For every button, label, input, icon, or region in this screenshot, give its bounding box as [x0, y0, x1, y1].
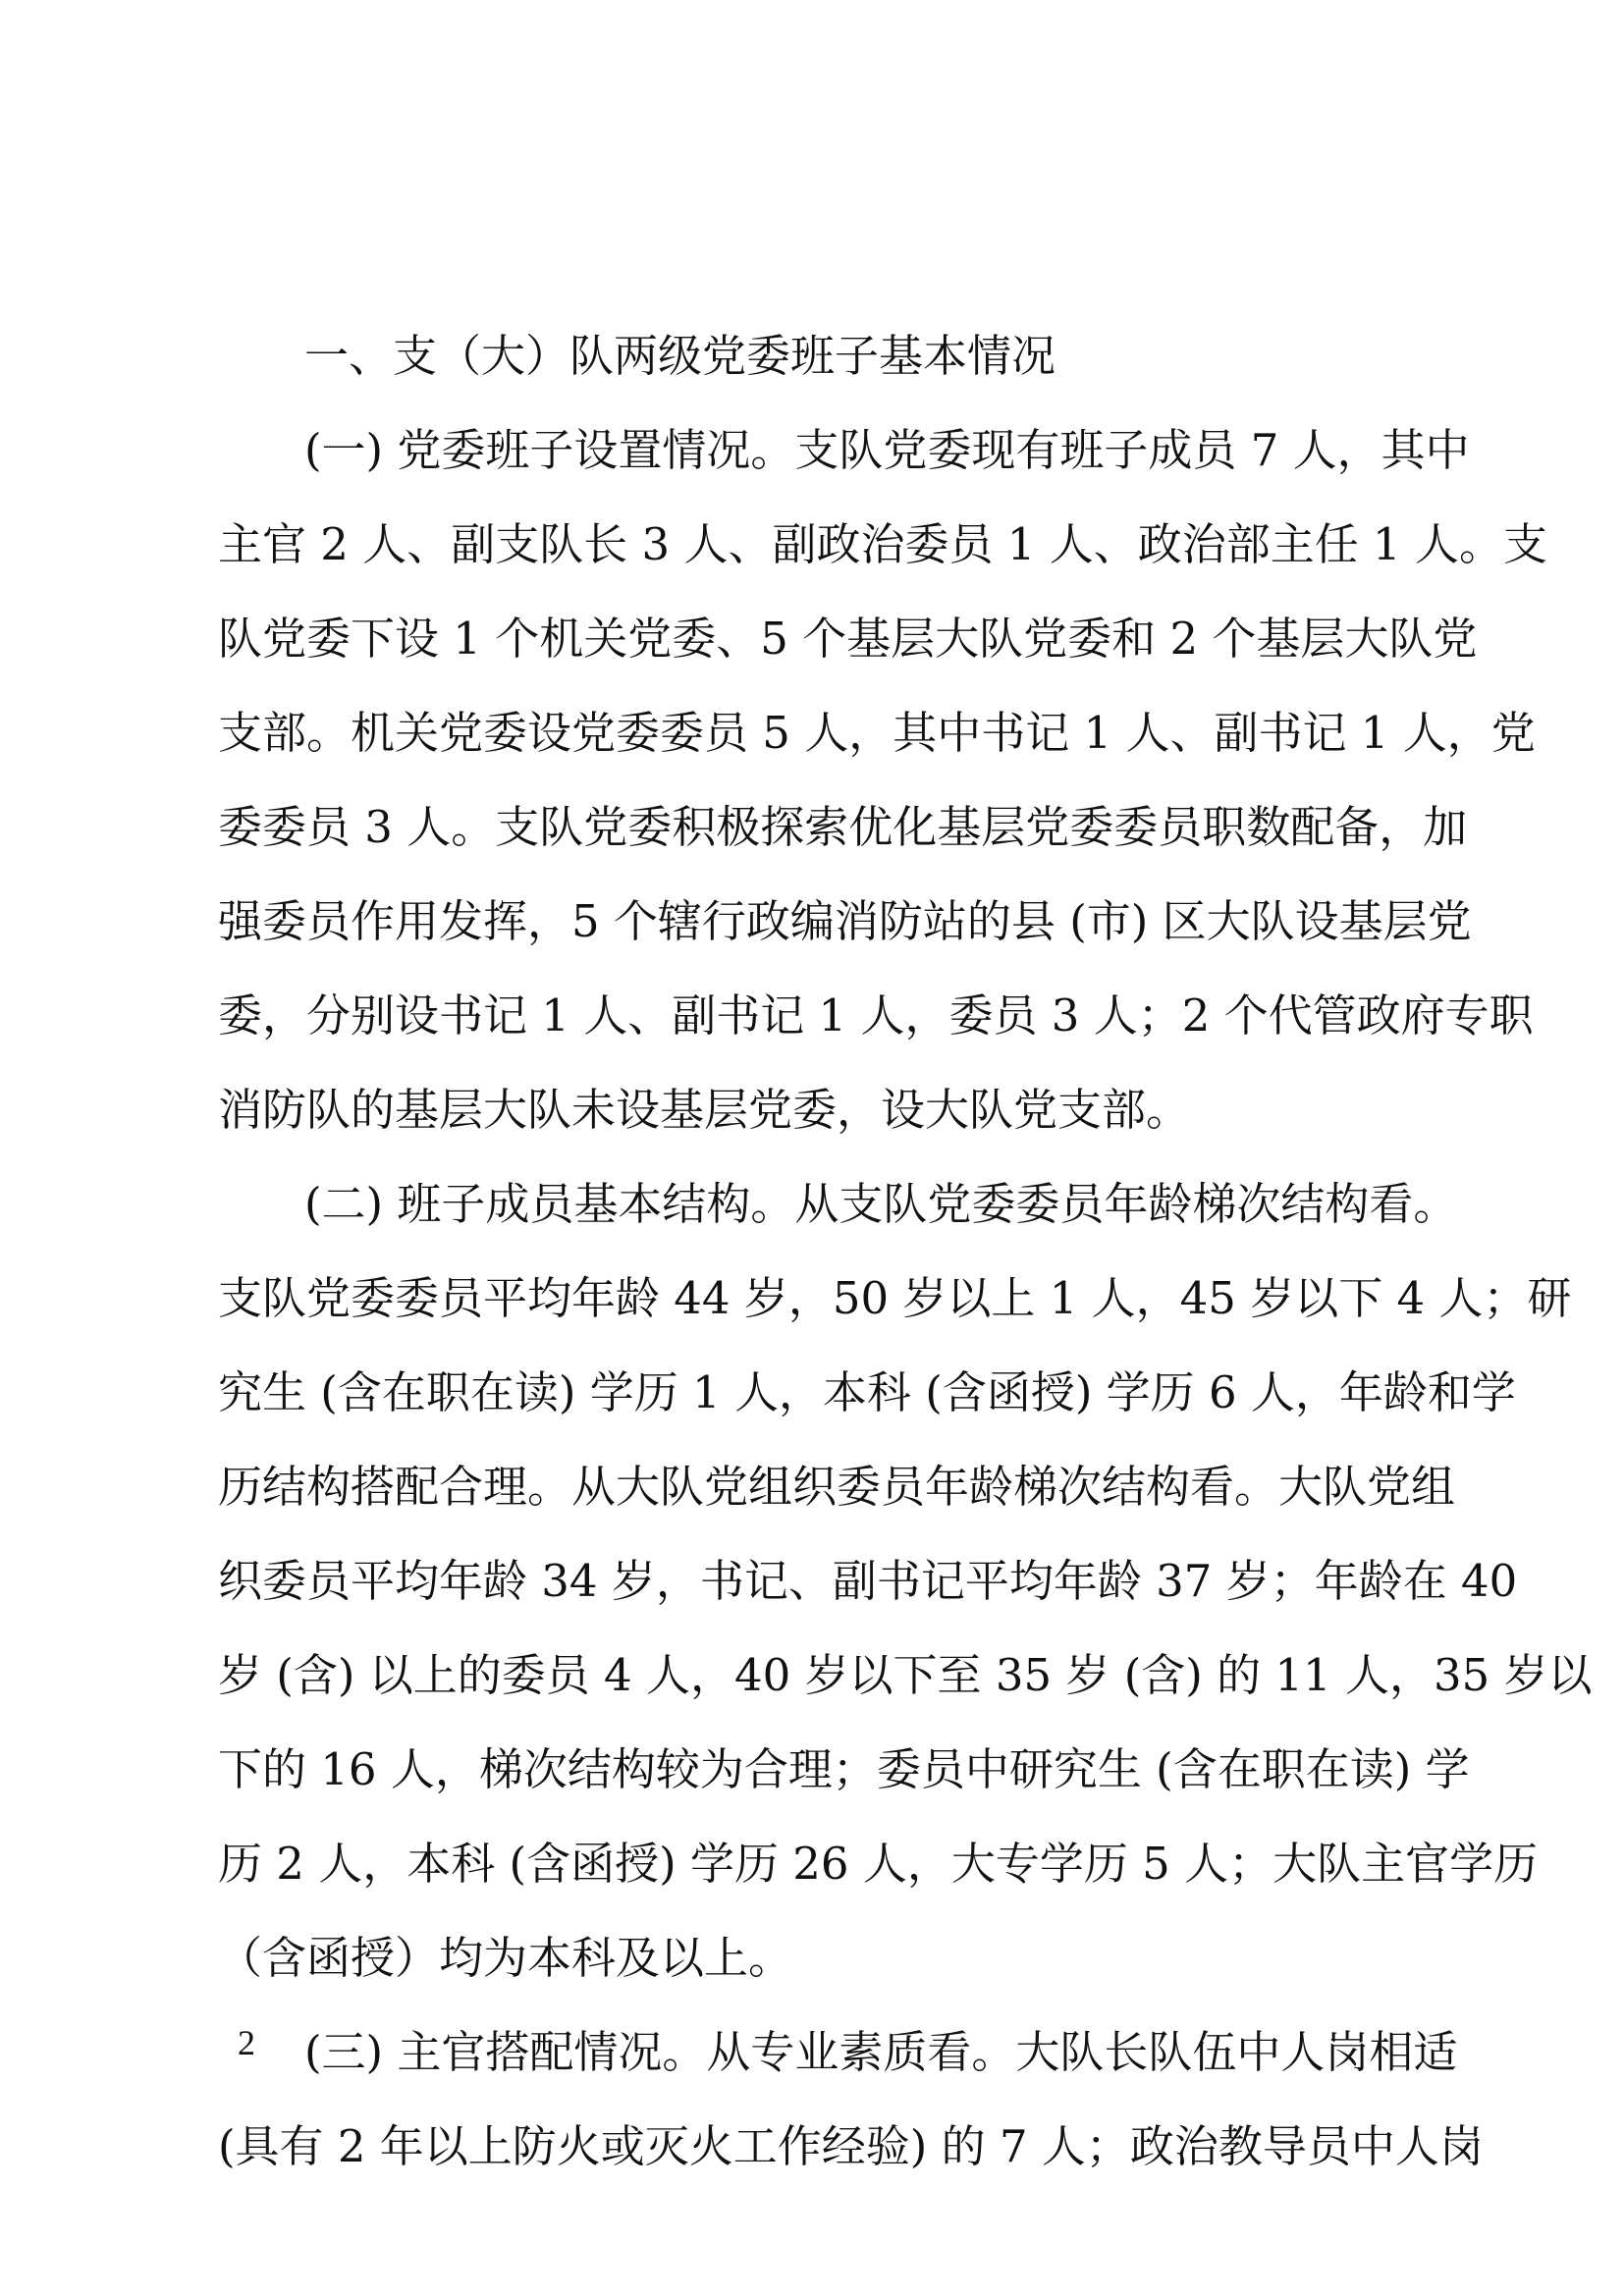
paragraph-line: 队党委下设 1 个机关党委、5 个基层大队党委和 2 个基层大队党 [218, 613, 1478, 665]
paragraph-line: 究生 (含在职在读) 学历 1 人，本科 (含函授) 学历 6 人，年龄和学 [218, 1366, 1516, 1418]
paragraph-line: 历结构搭配合理。从大队党组织委员年龄梯次结构看。大队党组 [218, 1461, 1456, 1513]
paragraph-line: 强委员作用发挥，5 个辖行政编消防站的县 (市) 区大队设基层党 [218, 895, 1472, 947]
paragraph-line: 织委员平均年龄 34 岁，书记、副书记平均年龄 37 岁；年龄在 40 [218, 1555, 1518, 1607]
page-number: 2 [238, 2023, 255, 2062]
paragraph-line: 消防队的基层大队未设基层党委，设大队党支部。 [218, 1084, 1191, 1136]
paragraph-line: 支部。机关党委设党委委员 5 人，其中书记 1 人、副书记 1 人，党 [218, 707, 1536, 759]
paragraph-line: 支队党委委员平均年龄 44 岁，50 岁以上 1 人，45 岁以下 4 人；研 [218, 1272, 1572, 1324]
paragraph-line: （含函授）均为本科及以上。 [218, 1932, 793, 1984]
paragraph-line: 主官 2 人、副支队长 3 人、副政治委员 1 人、政治部主任 1 人。支 [218, 518, 1547, 570]
paragraph-1 [218, 403, 1547, 1157]
paragraph-2 [218, 1157, 1593, 2005]
paragraph-line: (二) 班子成员基本结构。从支队党委委员年龄梯次结构看。 [304, 1178, 1458, 1230]
paragraph-line: (具有 2 年以上防火或灭火工作经验) 的 7 人；政治教导员中人岗 [218, 2120, 1484, 2172]
paragraph-line: 委，分别设书记 1 人、副书记 1 人，委员 3 人；2 个代管政府专职 [218, 989, 1534, 1041]
paragraph-3 [218, 2005, 1484, 2194]
paragraph-line: (一) 党委班子设置情况。支队党委现有班子成员 7 人，其中 [304, 424, 1470, 476]
paragraph-line: 委委员 3 人。支队党委积极探索优化基层党委委员职数配备，加 [218, 801, 1468, 853]
paragraph-line: 历 2 人，本科 (含函授) 学历 26 人，大专学历 5 人；大队主官学历 [218, 1838, 1539, 1890]
paragraph-line: (三) 主官搭配情况。从专业素质看。大队长队伍中人岗相适 [304, 2026, 1458, 2078]
document-body [218, 309, 1593, 2194]
paragraph-line: 岁 (含) 以上的委员 4 人，40 岁以下至 35 岁 (含) 的 11 人，35 岁以 [218, 1649, 1593, 1701]
paragraph-line: 下的 16 人，梯次结构较为合理；委员中研究生 (含在职在读) 学 [218, 1743, 1470, 1795]
section-heading: 一、支（大）队两级党委班子基本情况 [304, 330, 1056, 382]
